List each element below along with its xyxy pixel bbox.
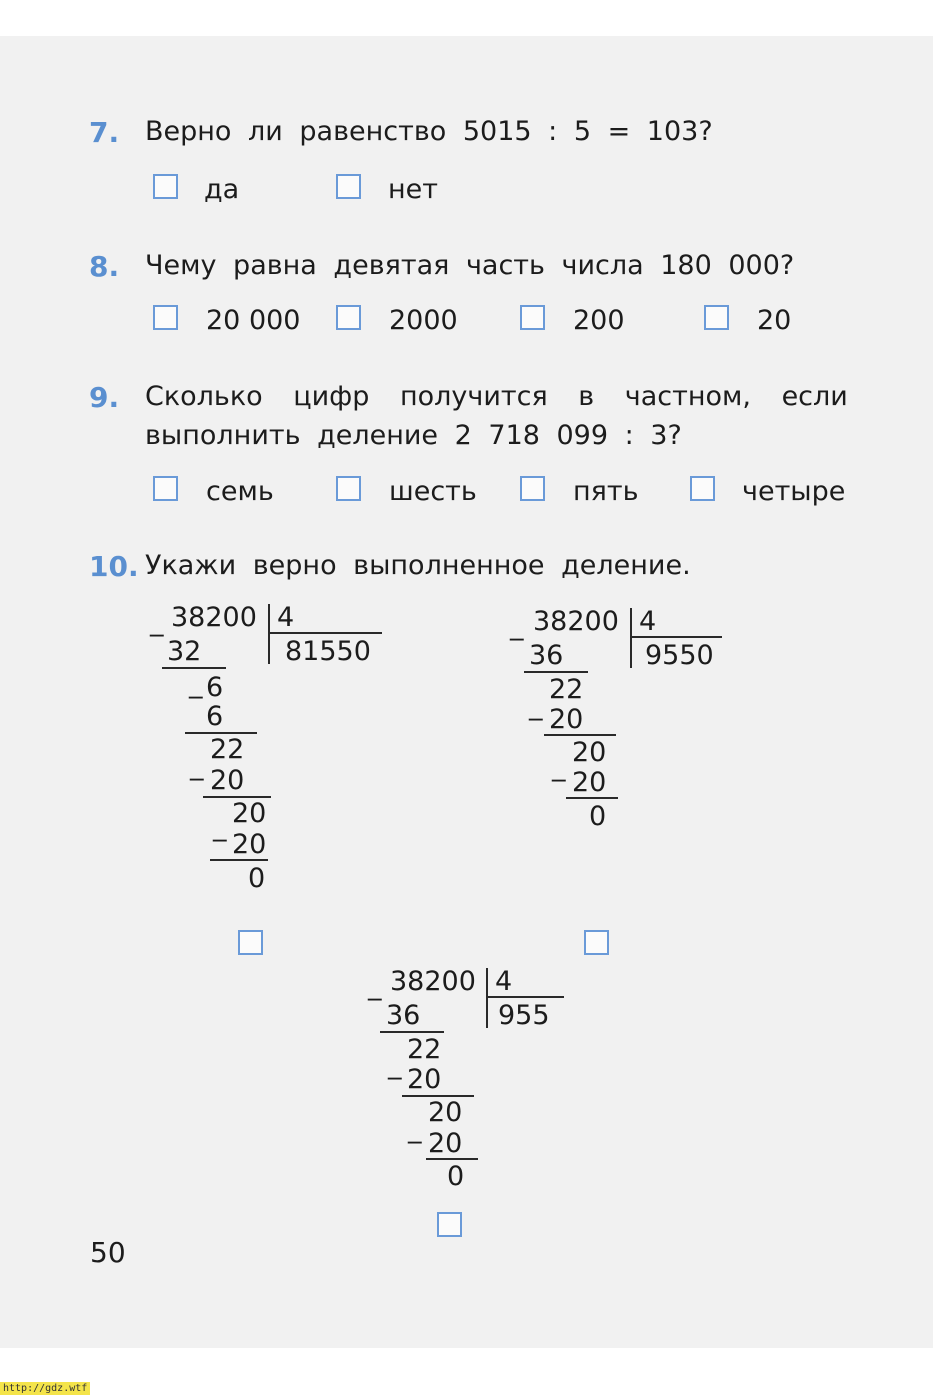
quotient: 9550: [645, 640, 714, 671]
step-subtrahend: 36: [529, 640, 564, 671]
long-division-c: [360, 964, 600, 1264]
division-bar: [630, 608, 632, 668]
division-bar: [268, 604, 270, 664]
step-line: [544, 734, 616, 736]
step-subtrahend: 20: [407, 1064, 442, 1095]
step-subtrahend: 20: [210, 765, 245, 796]
step-remainder: 22: [549, 674, 584, 705]
q9-option-chetyre-label: четыре: [742, 476, 846, 507]
q9-option-pyat-checkbox[interactable]: [520, 476, 545, 501]
q8-option-20000-checkbox[interactable]: [153, 305, 178, 330]
minus-sign: _: [408, 1113, 422, 1144]
minus-sign: _: [552, 751, 566, 782]
q8-option-200-label: 200: [573, 305, 625, 336]
q8-option-2000-label: 2000: [389, 305, 458, 336]
q8-option-200-checkbox[interactable]: [520, 305, 545, 330]
step-subtrahend: 20: [428, 1128, 463, 1159]
step-line: [426, 1158, 478, 1160]
final-remainder: 0: [447, 1161, 465, 1192]
question-9-text-line2: выполнить деление 2 718 099 : 3?: [145, 420, 682, 451]
step-subtrahend: 20: [572, 767, 607, 798]
dividend: 38200: [533, 606, 619, 637]
step-remainder: 20: [428, 1097, 463, 1128]
question-10-number: 10.: [89, 550, 139, 583]
q9-option-sem-checkbox[interactable]: [153, 476, 178, 501]
question-10-text: Укажи верно выполненное деление.: [145, 550, 691, 581]
q8-option-20000-label: 20 000: [206, 305, 301, 336]
dividend: 38200: [390, 966, 476, 997]
minus-sign: _: [190, 750, 204, 781]
quotient: 81550: [285, 636, 371, 667]
question-9-text-line1: Сколько цифр получится в частном, если: [145, 381, 848, 412]
q10-division-c-checkbox[interactable]: [437, 1212, 462, 1237]
step-subtrahend: 6: [206, 701, 224, 732]
divisor: 4: [495, 966, 513, 997]
step-line: [524, 671, 588, 673]
q9-option-shest-label: шесть: [389, 476, 477, 507]
source-watermark: http://gdz.wtf: [0, 1382, 90, 1395]
minus-sign: _: [529, 690, 543, 721]
question-9-number: 9.: [89, 381, 120, 414]
quotient: 955: [498, 1000, 550, 1031]
step-remainder: 6: [206, 672, 224, 703]
step-subtrahend: 20: [549, 704, 584, 735]
division-bar: [486, 968, 488, 1028]
step-subtrahend: 20: [232, 829, 267, 860]
minus-sign: _: [368, 970, 382, 1001]
minus-sign: _: [213, 811, 227, 842]
q7-option-da-checkbox[interactable]: [153, 174, 178, 199]
q7-option-net-checkbox[interactable]: [336, 174, 361, 199]
step-subtrahend: 32: [167, 636, 202, 667]
q9-option-chetyre-checkbox[interactable]: [690, 476, 715, 501]
q9-option-shest-checkbox[interactable]: [336, 476, 361, 501]
page-number: 50: [90, 1236, 126, 1269]
q8-option-2000-checkbox[interactable]: [336, 305, 361, 330]
divisor: 4: [639, 606, 657, 637]
long-division-b: [504, 604, 744, 904]
step-remainder: 22: [210, 734, 245, 765]
q9-option-sem-label: семь: [206, 476, 274, 507]
step-line: [566, 797, 618, 799]
divisor: 4: [277, 602, 295, 633]
step-remainder: 20: [572, 737, 607, 768]
minus-sign: _: [150, 606, 164, 637]
q10-division-a-checkbox[interactable]: [238, 930, 263, 955]
question-8-number: 8.: [89, 250, 120, 283]
q8-option-20-checkbox[interactable]: [704, 305, 729, 330]
question-8-text: Чему равна девятая часть числа 180 000?: [145, 250, 795, 281]
final-remainder: 0: [248, 863, 266, 894]
q8-option-20-label: 20: [757, 305, 792, 336]
q7-option-da-label: да: [204, 174, 240, 205]
q7-option-net-label: нет: [388, 174, 438, 205]
minus-sign: _: [189, 668, 203, 699]
step-subtrahend: 36: [386, 1000, 421, 1031]
step-line: [210, 859, 268, 861]
step-remainder: 20: [232, 798, 267, 829]
q9-option-pyat-label: пять: [573, 476, 639, 507]
q10-division-b-checkbox[interactable]: [584, 930, 609, 955]
final-remainder: 0: [589, 801, 607, 832]
step-line: [380, 1031, 444, 1033]
minus-sign: _: [388, 1049, 402, 1080]
question-7-text: Верно ли равенство 5015 : 5 = 103?: [145, 116, 713, 147]
dividend: 38200: [171, 602, 257, 633]
step-remainder: 22: [407, 1034, 442, 1065]
minus-sign: _: [510, 610, 524, 641]
question-7-number: 7.: [89, 116, 120, 149]
long-division-a: [140, 600, 380, 900]
